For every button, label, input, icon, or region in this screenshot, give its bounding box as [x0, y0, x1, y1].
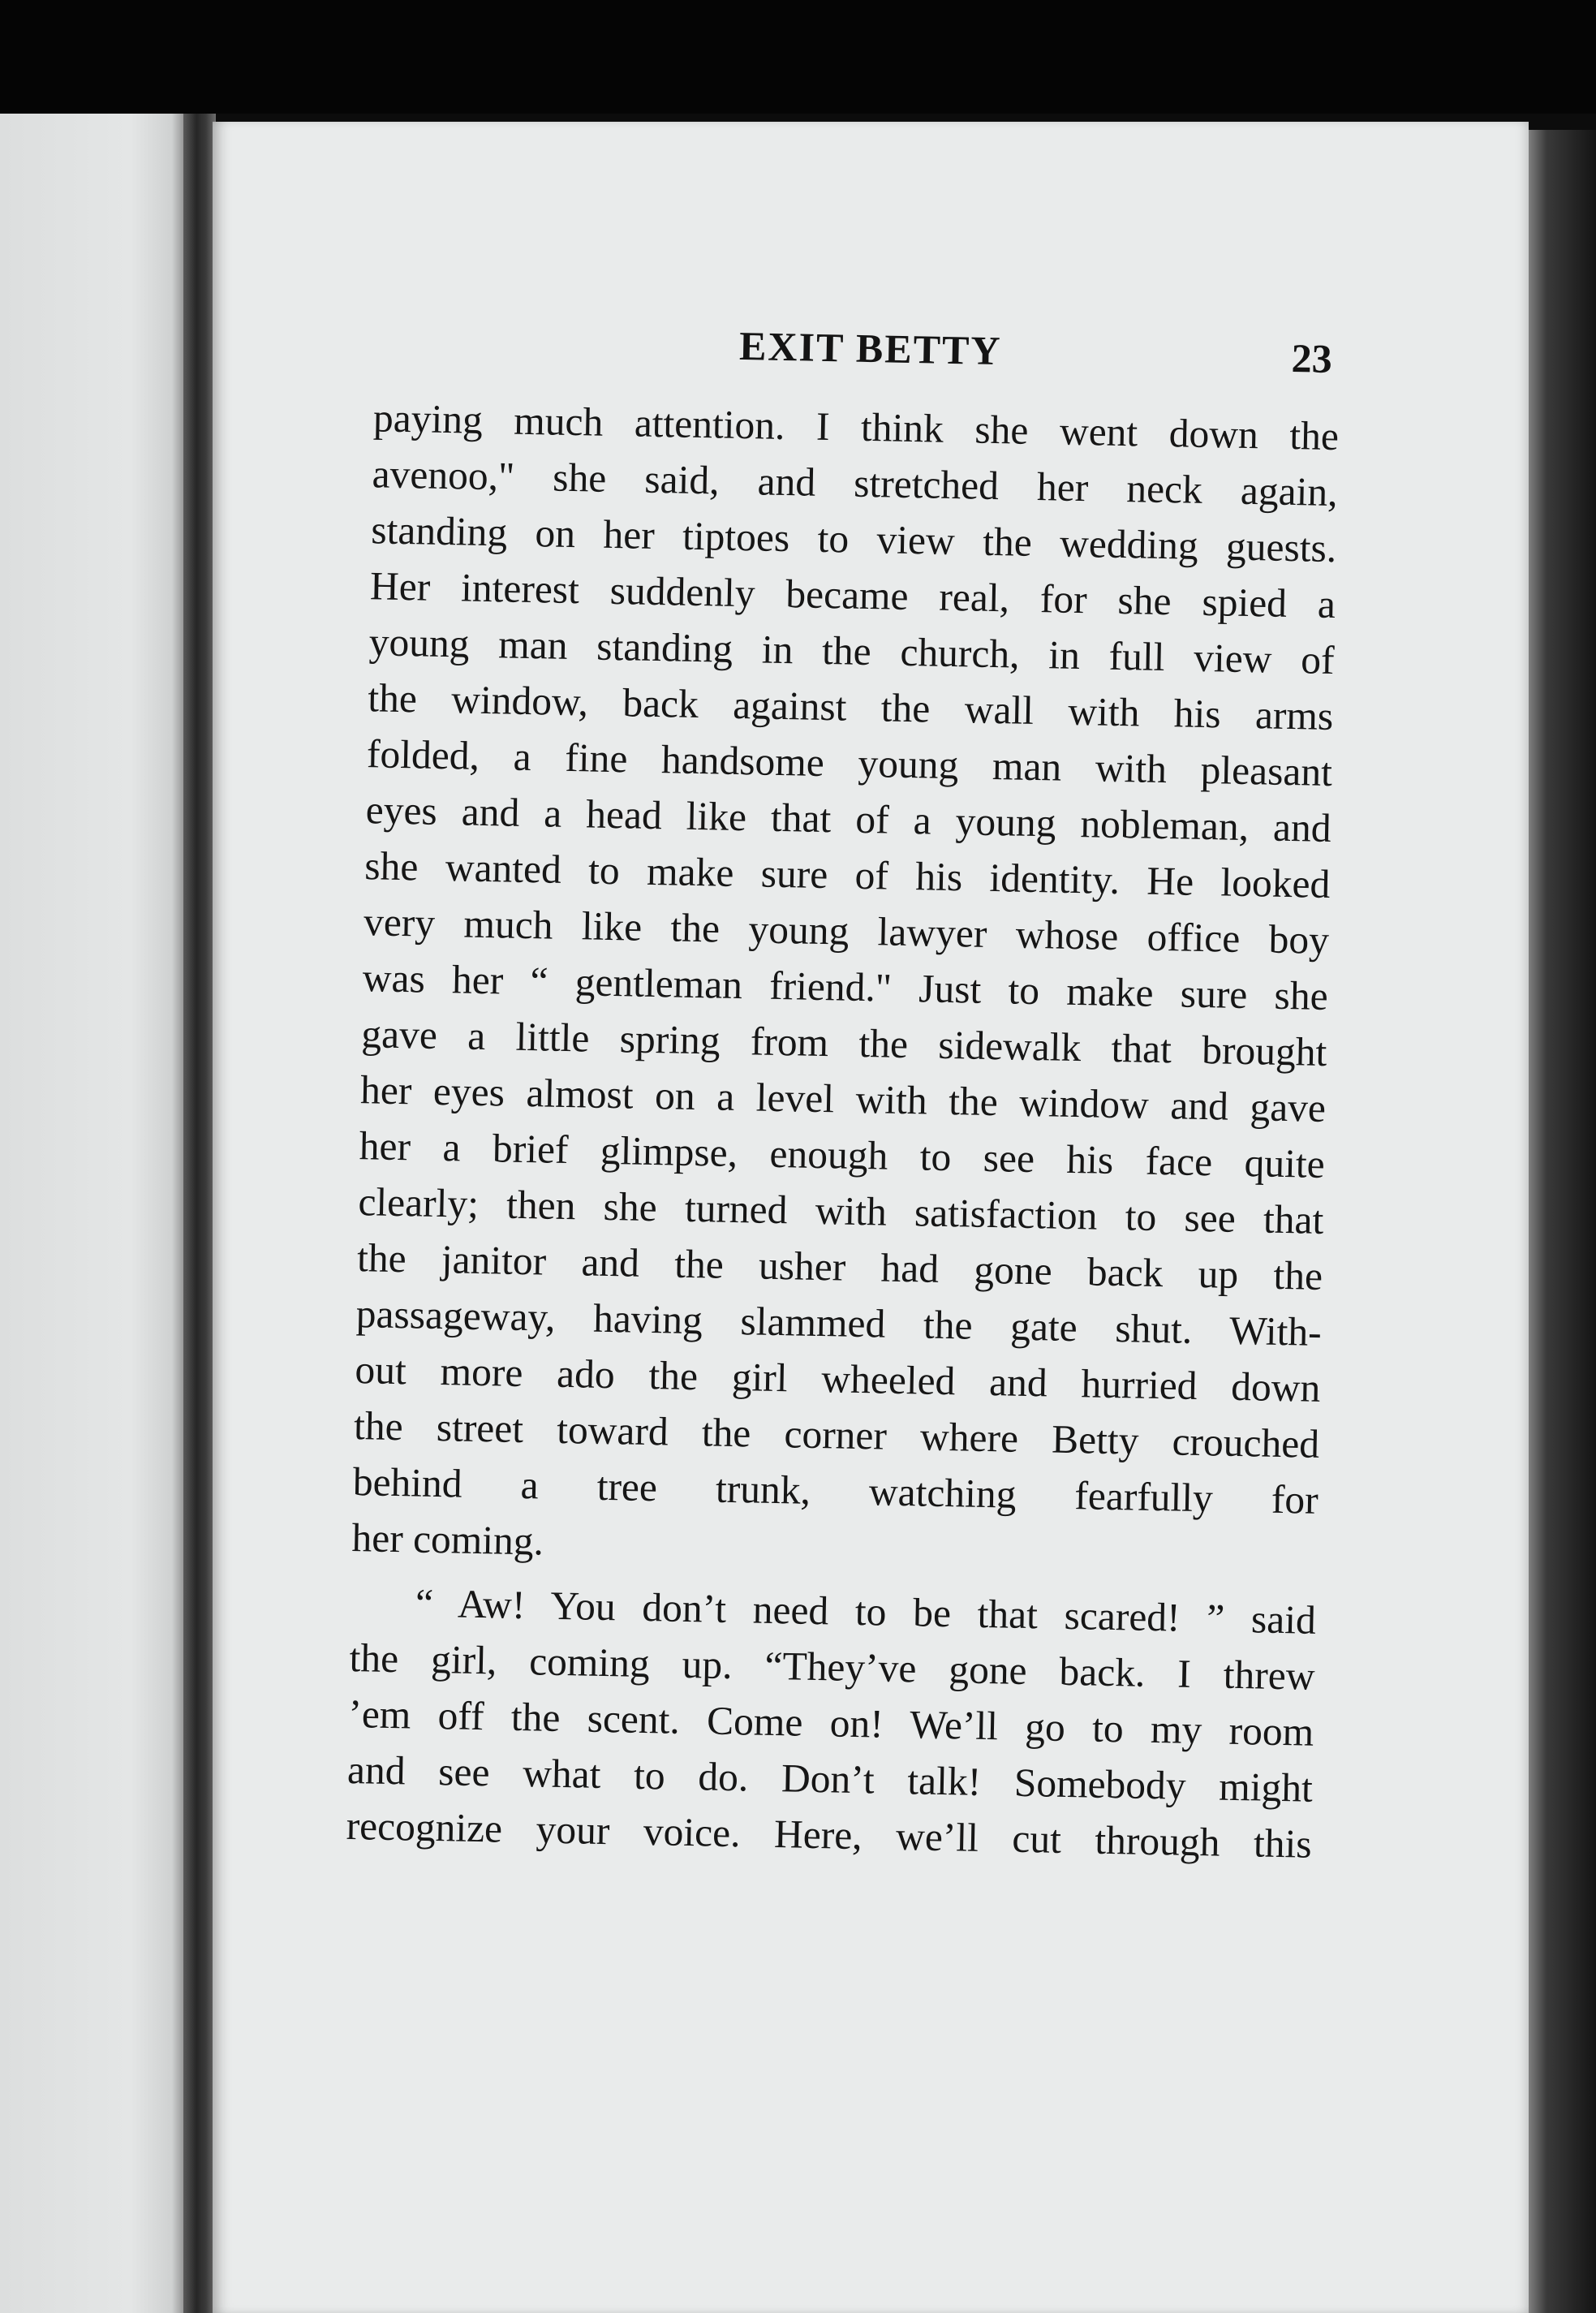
text-line: she wanted to make sure of his identity. He looked	[364, 843, 1331, 907]
text-line: and see what to do. Don’t talk! Somebody might	[346, 1747, 1314, 1811]
text-line: Her interest suddenly became real, for she spied a	[369, 563, 1336, 627]
scan-top-border	[0, 0, 1596, 114]
text-line: the window, back against the wall with his arms	[367, 675, 1334, 739]
page-content	[174, 109, 1533, 2313]
text-line: the janitor and the usher had gone back up the	[356, 1235, 1323, 1299]
text-line: was her “ gentleman friend." Just to make sure she	[362, 955, 1329, 1019]
body-text	[346, 390, 1339, 1872]
page-number: 23	[1291, 334, 1333, 381]
book-page	[213, 122, 1529, 2313]
text-line: her eyes almost on a level with the window and gave	[359, 1067, 1327, 1131]
text-line: folded, a fine handsome young man with pleasant	[366, 731, 1333, 795]
text-line: young man standing in the church, in full view of	[368, 619, 1336, 683]
running-head: EXIT BETTY	[738, 322, 1003, 374]
text-line: standing on her tiptoes to view the wedding guests.	[370, 507, 1337, 571]
text-line: the street toward the corner where Betty crouched	[353, 1403, 1320, 1467]
text-line: her a brief glimpse, enough to see his face quite	[359, 1123, 1326, 1187]
text-line: avenoo," she said, and stretched her neck again,	[372, 451, 1339, 515]
text-line: behind a tree trunk, watching fearfully for	[352, 1459, 1319, 1523]
text-line: clearly; then she turned with satisfaction to see that	[357, 1179, 1324, 1243]
text-line: “ Aw! You don’t need to be that scared! ” said	[415, 1580, 1317, 1643]
text-line: very much like the young lawyer whose office boy	[363, 899, 1330, 963]
text-line: ’em off the scent. Come on! We’ll go to my room	[347, 1691, 1314, 1755]
page-right-edge	[1525, 130, 1596, 2313]
text-line: recognize your voice. Here, we’ll cut through this	[346, 1803, 1313, 1867]
text-line: the girl, coming up. “They’ve gone back. I threw	[349, 1635, 1316, 1699]
text-line: out more ado the girl wheeled and hurried down	[355, 1347, 1321, 1411]
text-line: eyes and a head like that of a young nobleman, and	[365, 787, 1332, 851]
text-line: passageway, having slammed the gate shut. With-	[355, 1291, 1323, 1355]
facing-page-edge	[0, 114, 187, 2313]
text-line: paying much attention. I think she went down the	[372, 395, 1340, 459]
text-line: her coming.	[351, 1515, 544, 1564]
text-line: gave a little spring from the sidewalk that brought	[360, 1011, 1327, 1075]
